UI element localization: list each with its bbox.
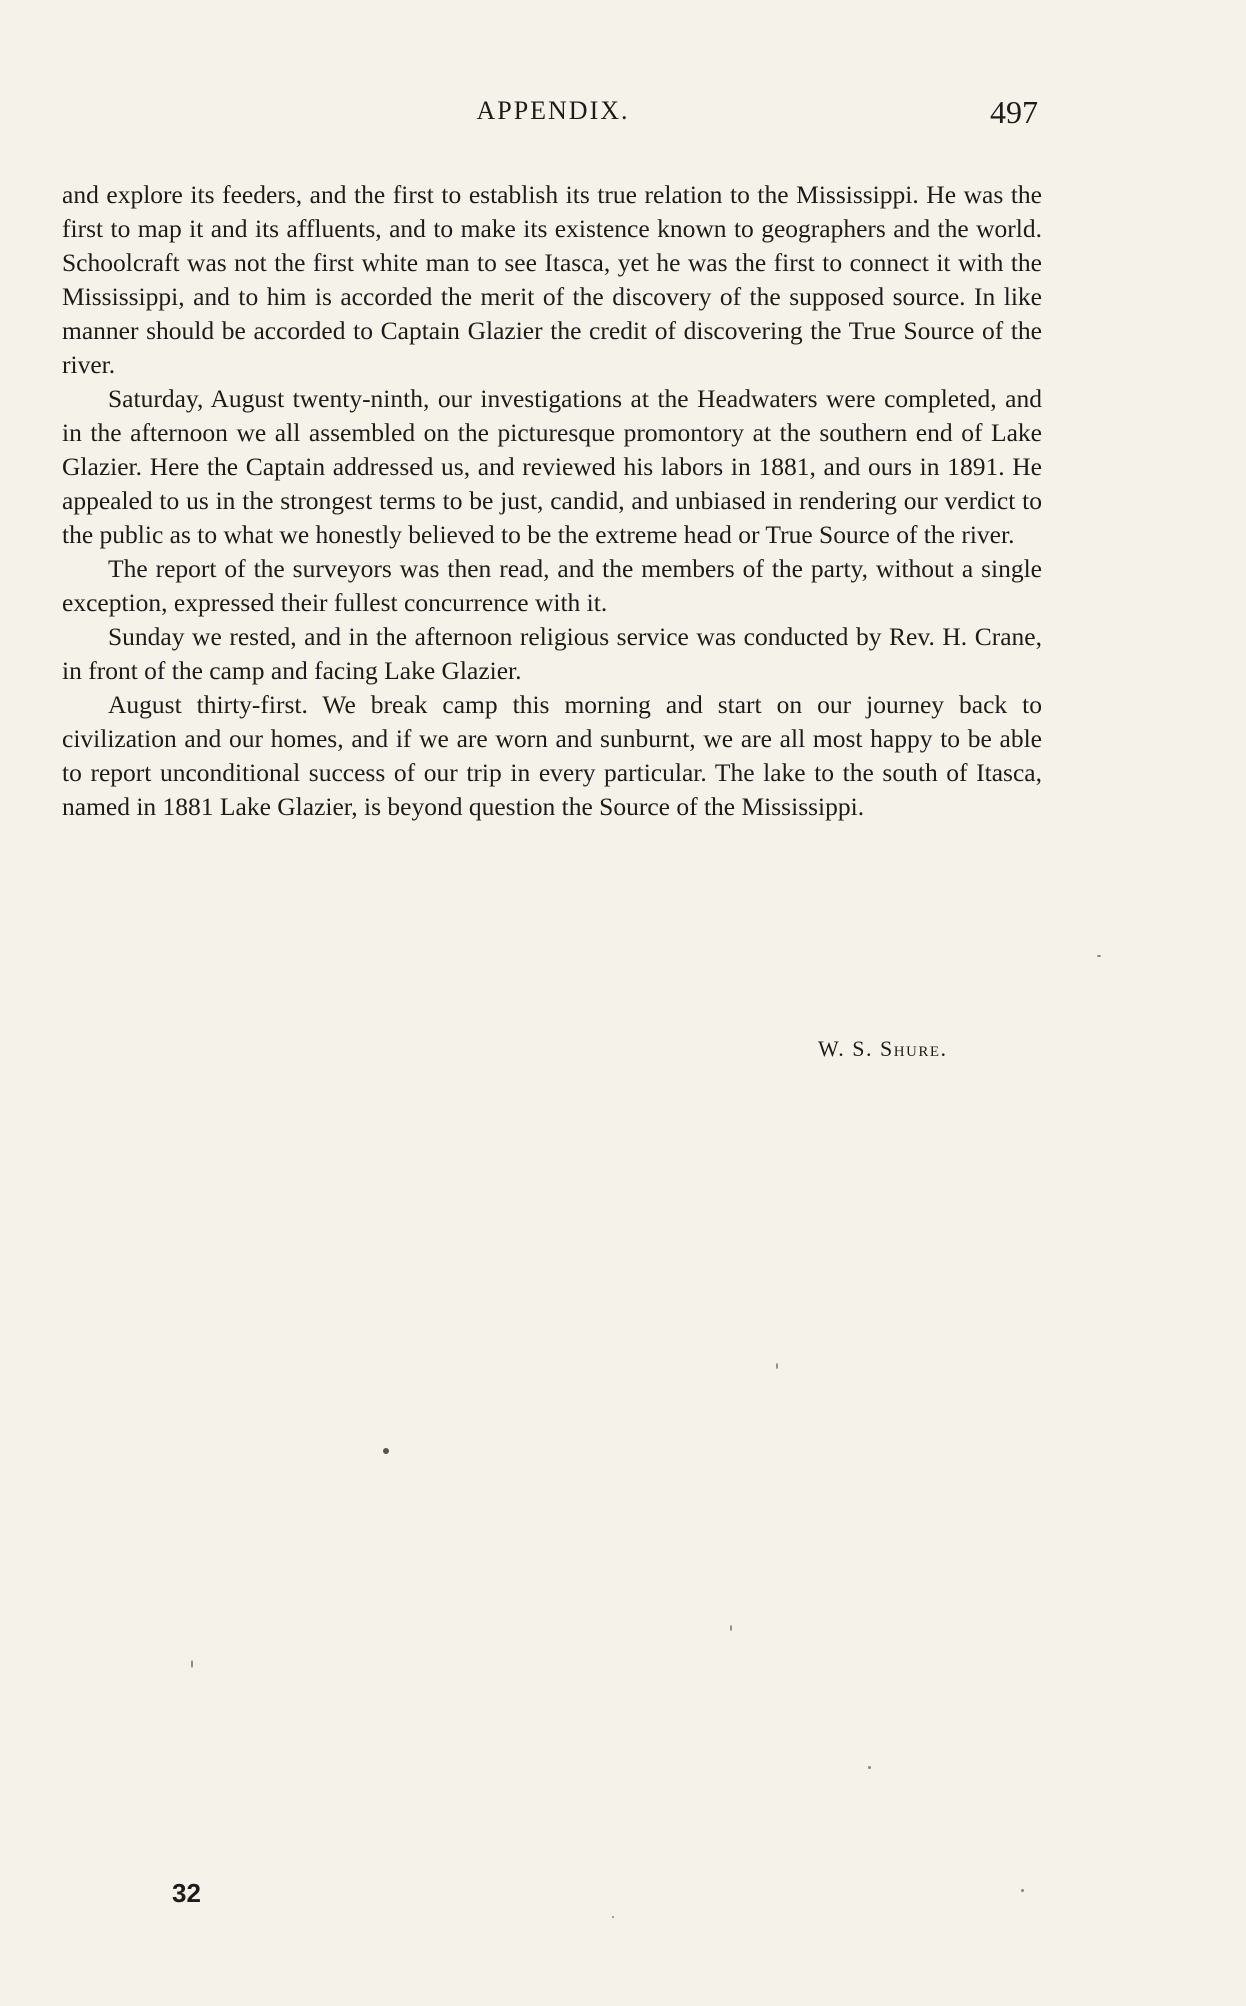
paper-speck <box>868 1766 871 1769</box>
paragraph-3: The report of the surveyors was then read, and the members of the party, without a single exception, expressed their fullest concurrence with it. <box>62 554 1042 617</box>
running-title: APPENDIX. <box>476 96 630 125</box>
paper-speck <box>612 1916 614 1918</box>
signature-mark: 32 <box>172 1878 201 1908</box>
paper-speck <box>776 1363 778 1369</box>
paragraph-4: Sunday we rested, and in the afternoon religious service was conducted by Rev. H. Crane, in front of the camp and facing Lake Glazier. <box>62 622 1042 685</box>
page-number: 497 <box>990 94 1038 130</box>
paper-speck <box>730 1625 732 1631</box>
body-text <box>62 178 1042 824</box>
paper-speck <box>191 1660 193 1668</box>
paper-speck <box>1021 1889 1024 1892</box>
author-signature: W. S. Shure. <box>818 1036 948 1061</box>
paragraph-2: Saturday, August twenty-ninth, our investigations at the Headwaters were completed, and in the afternoon we all assembled on the picturesque promontory at the southern end of Lake Glazier. Here the Captain addressed us, and reviewed his labors in 1881, and ours in 1891. He appealed to us in the strongest terms to be just, candid, and unbiased in rendering our verdict to the public as to what we honestly believed to be the extreme head or True Source of the river. <box>62 384 1042 549</box>
paper-speck <box>383 1448 389 1454</box>
paragraph-1: and explore its feeders, and the first to establish its true relation to the Mississippi. He was the first to map it and its affluents, and to make its existence known to geographers and the world. Schoolcraft was not the first white man to see Itasca, yet he was the first to connect it with the Mississippi, and to him is accorded the merit of the discovery of the supposed source. In like manner should be accorded to Captain Glazier the credit of discovering the True Source of the river. <box>62 180 1042 379</box>
paper-speck <box>1097 955 1101 957</box>
running-head <box>62 94 1044 134</box>
paragraph-5: August thirty-first. We break camp this morning and start on our journey back to civilization and our homes, and if we are worn and sunburnt, we are all most happy to be able to report unconditional success of our trip in every particular. The lake to the south of Itasca, named in 1881 Lake Glazier, is beyond question the Source of the Mississippi. <box>62 690 1042 821</box>
